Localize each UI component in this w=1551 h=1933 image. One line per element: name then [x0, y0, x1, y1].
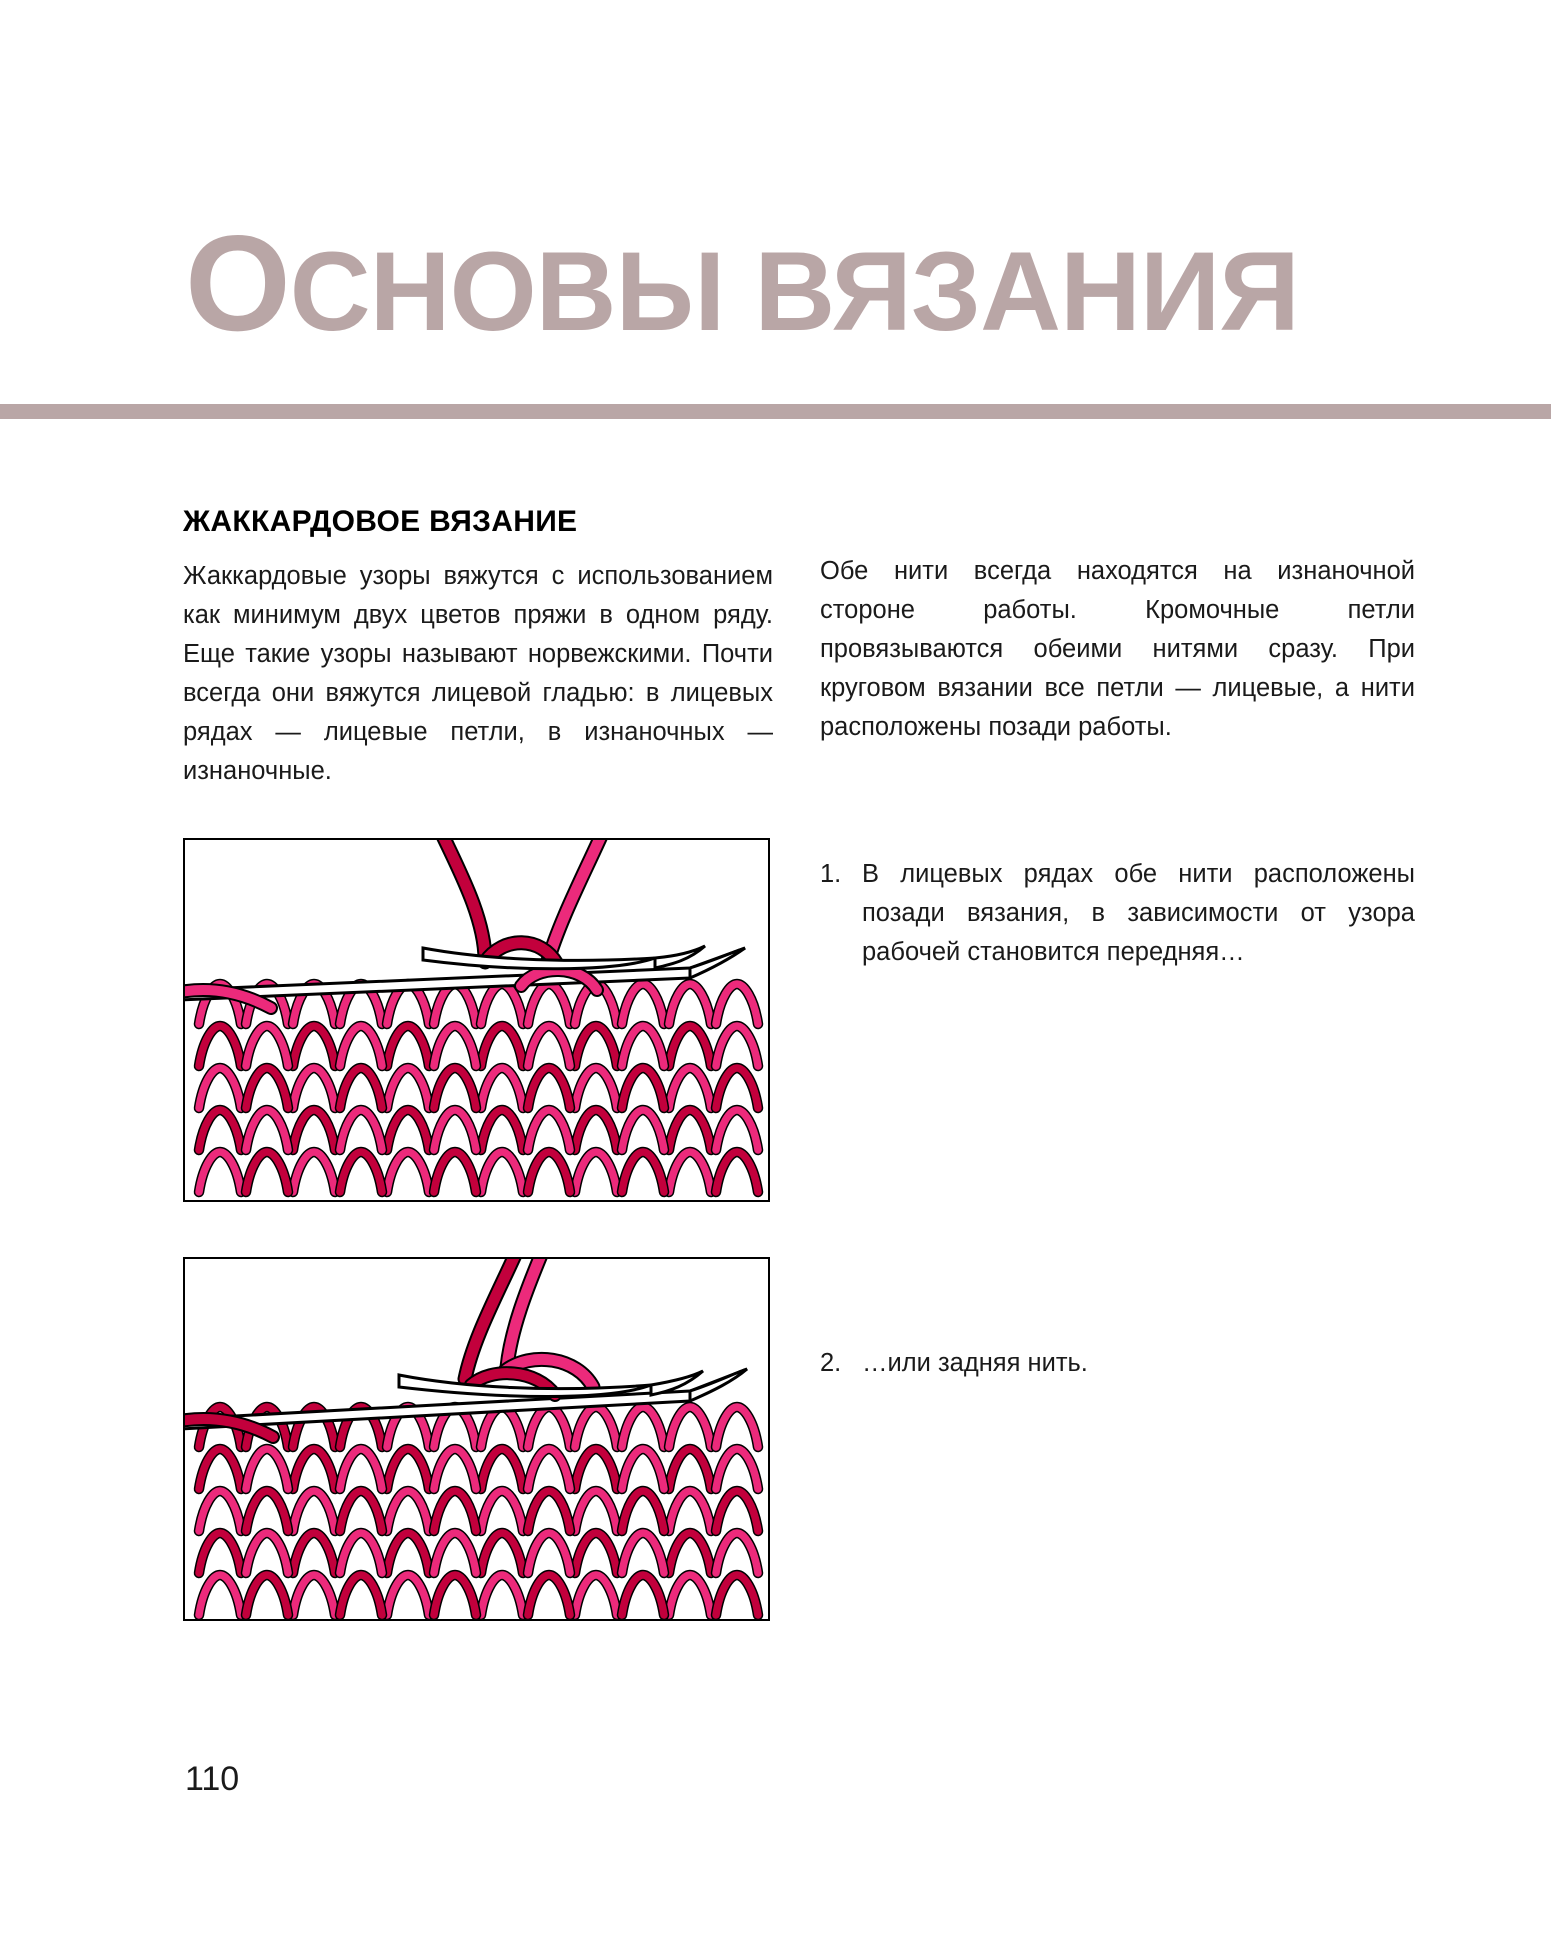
page-title — [185, 207, 1299, 359]
figure-1-illustration — [185, 840, 768, 1200]
figure-knitting-back-yarn — [183, 1257, 770, 1621]
step-2-number: 2. — [820, 1349, 842, 1377]
left-column — [183, 505, 773, 791]
step-2-text: …или задняя нить. — [862, 1349, 1088, 1377]
step-1-number: 1. — [820, 860, 842, 888]
figure-2-illustration — [185, 1259, 768, 1619]
section-heading: ЖАККАРДОВОЕ ВЯЗАНИЕ — [183, 505, 578, 538]
right-paragraph: Обе нити всегда находятся на изнаночной стороне работы. Кромочные петли провязываются обеими нитями сразу. При круговом вязании все петли — лицевые, а нити расположены позади работы. — [820, 557, 1415, 741]
step-1 — [820, 855, 1415, 972]
step-1-text: В лицевых рядах обе нити расположены позади вязания, в зависимости от узора рабочей становится передняя… — [862, 860, 1415, 966]
figure-knitting-front-yarn — [183, 838, 770, 1202]
title-divider — [0, 404, 1551, 419]
step-2 — [820, 1344, 1415, 1383]
page-number: 110 — [185, 1760, 240, 1798]
page-title-rest: СНОВЫ ВЯЗАНИЯ — [289, 229, 1299, 354]
page-title-initial: О — [185, 207, 290, 359]
intro-paragraph: Жаккардовые узоры вяжутся с использованием как минимум двух цветов пряжи в одном ряду. Еще такие узоры называют норвежскими. Почти всегда они вяжутся лицевой гладью: в лицевых рядах — лицевые петли, в изнаночных — изнаночные. — [183, 562, 773, 785]
right-column — [820, 552, 1415, 1383]
